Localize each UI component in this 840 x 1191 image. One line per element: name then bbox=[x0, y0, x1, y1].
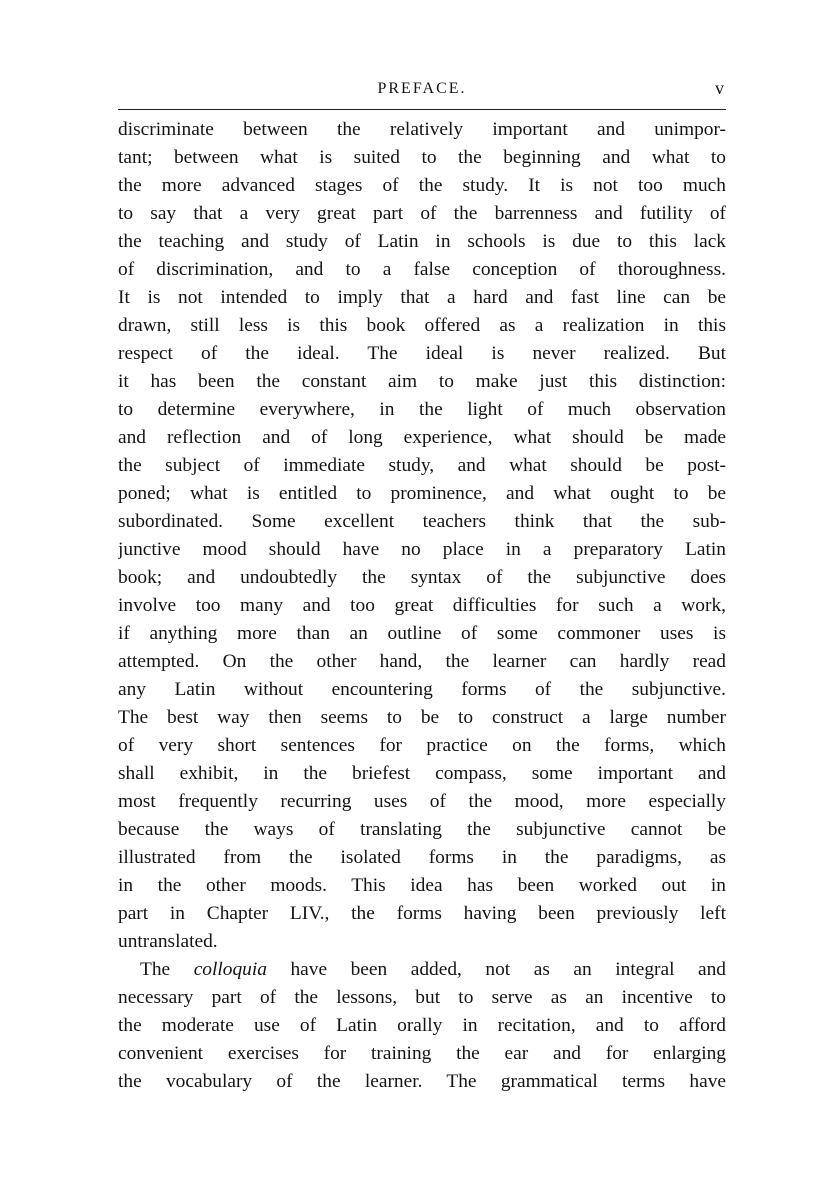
page-number: v bbox=[715, 78, 724, 98]
text-line: and reflection and of long experience, what should be made bbox=[118, 427, 726, 448]
text-line: to say that a very great part of the barrenness and futility of bbox=[118, 203, 726, 224]
italic-term: colloquia bbox=[193, 959, 267, 980]
text-line: It is not intended to imply that a hard and fast line can be bbox=[118, 287, 726, 308]
text-line: tant; between what is suited to the beginning and what to bbox=[118, 147, 726, 168]
paragraph-1 bbox=[118, 116, 726, 956]
text-line: subordinated. Some excellent teachers think that the sub- bbox=[118, 511, 726, 532]
text-line: to determine everywhere, in the light of much observation bbox=[118, 399, 726, 420]
text-line: in the other moods. This idea has been worked out in bbox=[118, 875, 726, 896]
text-line: the vocabulary of the learner. The grammatical terms have bbox=[118, 1071, 726, 1092]
text-line: discriminate between the relatively important and unimpor- bbox=[118, 119, 726, 140]
text-line: the teaching and study of Latin in schools is due to this lack bbox=[118, 231, 726, 252]
text-line: if anything more than an outline of some commoner uses is bbox=[118, 623, 726, 644]
header-rule bbox=[118, 109, 726, 110]
text-line: involve too many and too great difficulties for such a work, bbox=[118, 595, 726, 616]
text-line: part in Chapter LIV., the forms having been previously left bbox=[118, 903, 726, 924]
text-line: because the ways of translating the subjunctive cannot be bbox=[118, 819, 726, 840]
text-line: respect of the ideal. The ideal is never realized. But bbox=[118, 343, 726, 364]
text-line: convenient exercises for training the ear and for enlarging bbox=[118, 1043, 726, 1064]
text-line: of very short sentences for practice on the forms, which bbox=[118, 735, 726, 756]
text-line: of discrimination, and to a false conception of thoroughness. bbox=[118, 259, 726, 280]
text-line: illustrated from the isolated forms in the paradigms, as bbox=[118, 847, 726, 868]
text-fragment: The bbox=[140, 959, 194, 980]
text-line: the moderate use of Latin orally in recitation, and to afford bbox=[118, 1015, 726, 1036]
text-line: any Latin without encountering forms of the subjunctive. bbox=[118, 679, 726, 700]
body-text bbox=[118, 116, 726, 1096]
text-line: the subject of immediate study, and what should be post- bbox=[118, 455, 726, 476]
text-line: poned; what is entitled to prominence, and what ought to be bbox=[118, 483, 726, 504]
text-line: necessary part of the lessons, but to serve as an incentive to bbox=[118, 987, 726, 1008]
page-header bbox=[118, 74, 726, 102]
running-title: PREFACE. bbox=[377, 80, 467, 97]
text-fragment: have been added, not as an integral and bbox=[266, 959, 726, 980]
text-line: attempted. On the other hand, the learner can hardly read bbox=[118, 651, 726, 672]
text-line: untranslated. bbox=[118, 931, 218, 952]
paragraph-2 bbox=[118, 956, 726, 1096]
text-line: The best way then seems to be to construct a large number bbox=[118, 707, 726, 728]
text-line: the more advanced stages of the study. It is not too much bbox=[118, 175, 726, 196]
text-line: shall exhibit, in the briefest compass, some important and bbox=[118, 763, 726, 784]
text-line: book; and undoubtedly the syntax of the subjunctive does bbox=[118, 567, 726, 588]
text-line bbox=[118, 956, 726, 984]
text-line: most frequently recurring uses of the mood, more especially bbox=[118, 791, 726, 812]
text-line: junctive mood should have no place in a preparatory Latin bbox=[118, 539, 726, 560]
text-line: it has been the constant aim to make just this distinction: bbox=[118, 371, 726, 392]
text-line: drawn, still less is this book offered as a realization in this bbox=[118, 315, 726, 336]
